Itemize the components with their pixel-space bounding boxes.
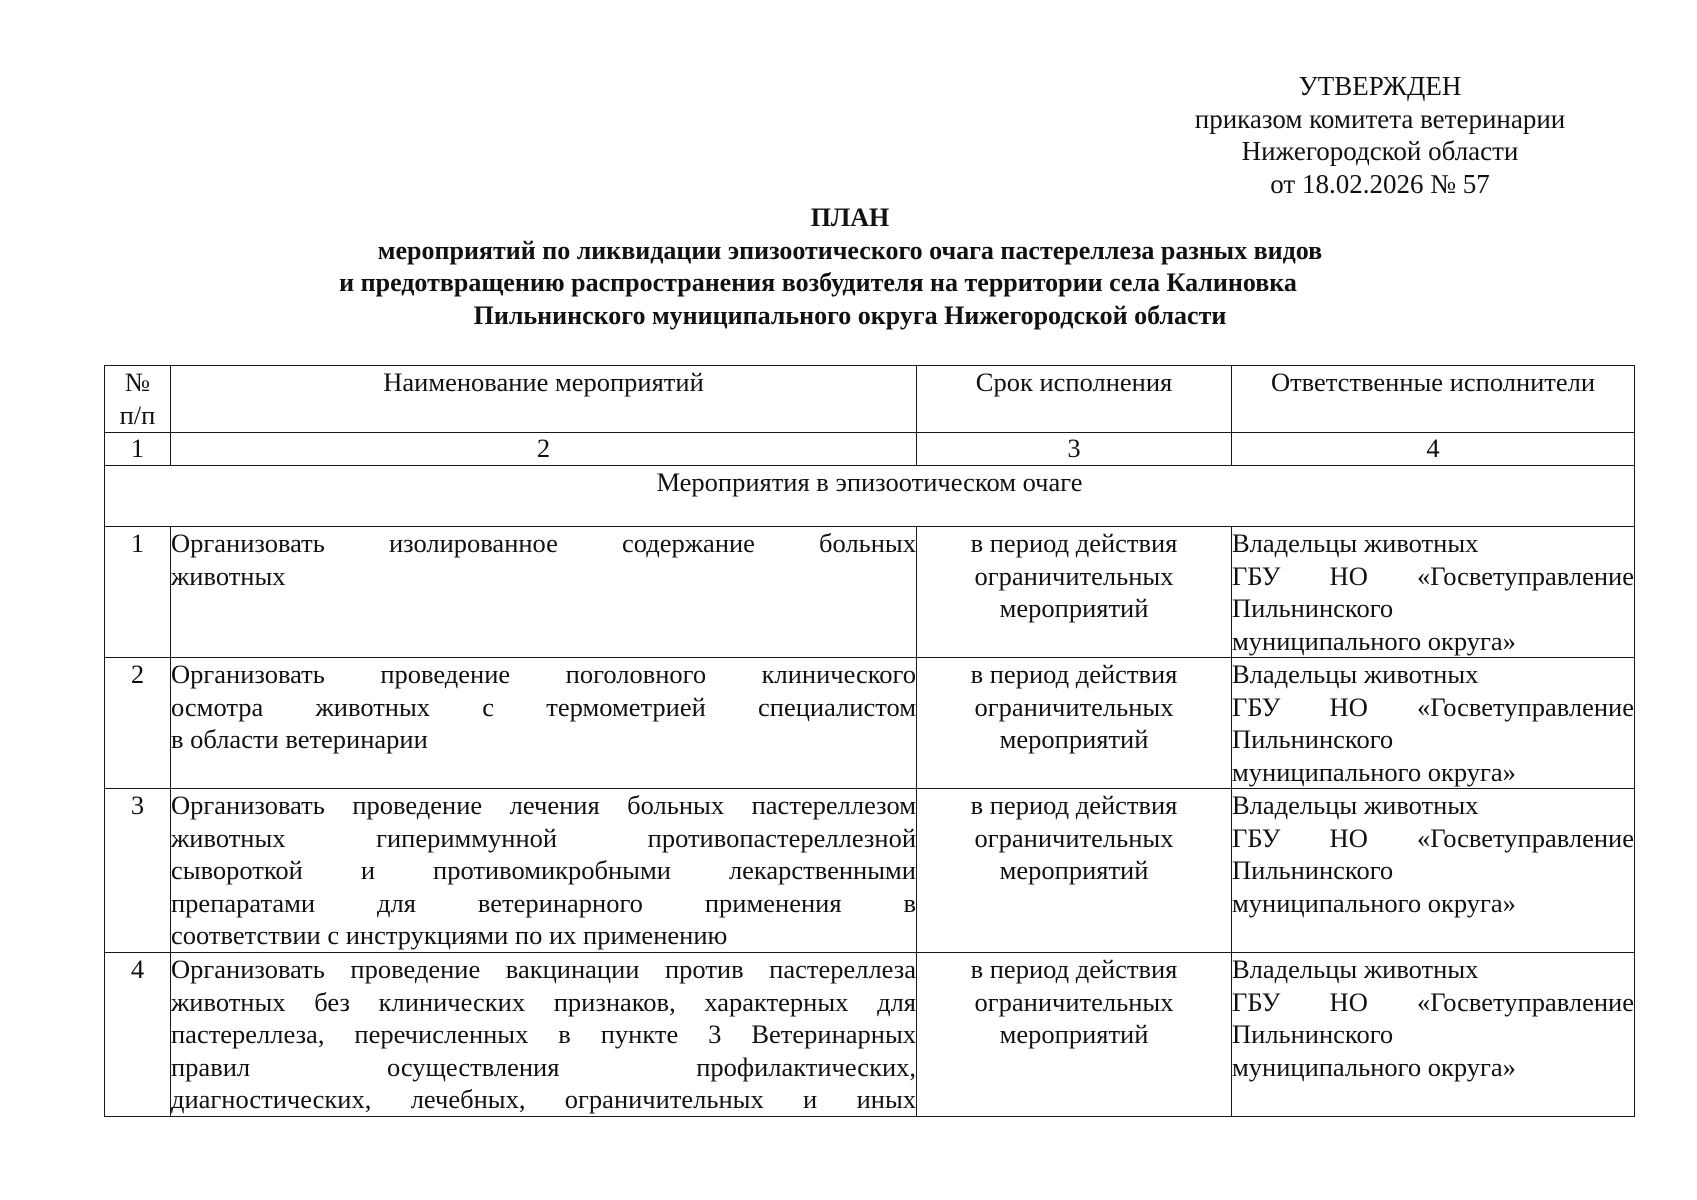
deadline-line: ограничительных <box>974 822 1174 853</box>
approval-line-order: приказом комитета ветеринарии <box>1194 103 1566 134</box>
table-row <box>105 658 1635 789</box>
row-description <box>171 953 917 1117</box>
desc-line: соответствии с инструкциями по их применению <box>171 920 728 950</box>
responsible-line: муниципального округа» <box>1232 887 1516 918</box>
deadline-line: мероприятий <box>999 724 1149 754</box>
responsible-line: Владельцы животных <box>1232 954 1479 984</box>
table-row <box>105 527 1635 658</box>
approval-line-date: от 18.02.2026 № 57 <box>1270 168 1490 199</box>
responsible-line: ГБУ НО «Госветуправление <box>1232 822 1634 853</box>
deadline-line: ограничительных <box>974 986 1174 1017</box>
desc-line: диагностических, лечебных, ограничительных и иных <box>171 1084 916 1114</box>
plan-subtitle-line-3: Пильнинского муниципального округа Нижегородской области <box>473 300 1227 330</box>
responsible-line: Пильнинского <box>1232 855 1394 885</box>
deadline-line: в период действия <box>970 790 1178 820</box>
responsible-line: Владельцы животных <box>1232 790 1479 820</box>
responsible-line: муниципального округа» <box>1232 625 1516 656</box>
column-number-3: 3 <box>917 433 1232 466</box>
desc-line: сывороткой и противомикробными лекарственными <box>171 855 916 885</box>
column-number-2: 2 <box>171 433 917 466</box>
row-description <box>171 527 917 658</box>
row-deadline <box>917 789 1232 953</box>
responsible-line: Владельцы животных <box>1232 528 1479 558</box>
responsible-line: Пильнинского <box>1232 724 1394 754</box>
header-deadline: Срок исполнения <box>917 366 1232 433</box>
plan-heading: ПЛАН <box>810 203 890 232</box>
responsible-line: Владельцы животных <box>1232 659 1479 689</box>
responsible-line: Пильнинского <box>1232 593 1394 623</box>
approval-line-approved: УТВЕРЖДЕН <box>1298 71 1462 101</box>
header-number <box>105 366 171 433</box>
approval-stamp <box>1160 70 1600 200</box>
desc-line: осмотра животных с термометрией специалистом <box>171 691 916 722</box>
deadline-line: мероприятий <box>999 1019 1149 1049</box>
desc-line: животных гипериммунной противопастереллезной <box>171 822 916 853</box>
row-number: 2 <box>105 658 171 789</box>
responsible-line: муниципального округа» <box>1232 756 1516 787</box>
responsible-line: Пильнинского <box>1232 1019 1394 1049</box>
desc-line: животных без клинических признаков, характерных для <box>171 986 916 1017</box>
header-number-sign: № <box>124 367 151 397</box>
row-description <box>171 658 917 789</box>
row-deadline <box>917 953 1232 1117</box>
row-responsible <box>1232 658 1635 789</box>
row-deadline <box>917 527 1232 658</box>
deadline-line: мероприятий <box>999 855 1149 885</box>
row-number: 3 <box>105 789 171 953</box>
responsible-line: ГБУ НО «Госветуправление <box>1232 560 1634 591</box>
row-description <box>171 789 917 953</box>
table-header-row <box>105 366 1635 433</box>
desc-line: животных <box>171 560 286 591</box>
row-deadline <box>917 658 1232 789</box>
approval-line-region: Нижегородской области <box>1241 136 1519 166</box>
plan-subtitle-line-2: и предотвращению распространения возбудителя на территории села Калиновка <box>339 268 1297 297</box>
row-responsible <box>1232 953 1635 1117</box>
desc-line: правил осуществления профилактических, <box>171 1051 916 1082</box>
deadline-line: мероприятий <box>999 593 1149 623</box>
section-row <box>105 466 1635 527</box>
desc-line: Организовать проведение вакцинации против пастереллеза <box>171 954 916 984</box>
row-responsible <box>1232 789 1635 953</box>
column-number-row <box>105 433 1635 466</box>
desc-line: пастереллеза, перечисленных в пункте 3 Ветеринарных <box>171 1019 916 1049</box>
responsible-line: ГБУ НО «Госветуправление <box>1232 986 1634 1017</box>
header-name: Наименование мероприятий <box>171 366 917 433</box>
plan-subtitle-line-1: мероприятий по ликвидации эпизоотического очага пастереллеза разных видов <box>377 235 1323 265</box>
desc-line: в области ветеринарии <box>171 724 428 754</box>
row-number: 4 <box>105 953 171 1117</box>
table-row <box>105 953 1635 1117</box>
responsible-line: муниципального округа» <box>1232 1051 1516 1082</box>
header-responsible: Ответственные исполнители <box>1232 366 1635 433</box>
responsible-line: ГБУ НО «Госветуправление <box>1232 691 1634 722</box>
row-number: 1 <box>105 527 171 658</box>
deadline-line: ограничительных <box>974 560 1174 591</box>
section-title: Мероприятия в эпизоотическом очаге <box>105 466 1635 527</box>
plan-table <box>104 365 1635 1117</box>
deadline-line: в период действия <box>970 954 1178 984</box>
column-number-1: 1 <box>105 433 171 466</box>
row-responsible <box>1232 527 1635 658</box>
desc-line: Организовать изолированное содержание больных <box>171 528 916 558</box>
table-row <box>105 789 1635 953</box>
deadline-line: в период действия <box>970 528 1178 558</box>
column-number-4: 4 <box>1232 433 1635 466</box>
deadline-line: ограничительных <box>974 691 1174 722</box>
desc-line: Организовать проведение лечения больных пастереллезом <box>171 790 916 820</box>
desc-line: Организовать проведение поголовного клинического <box>171 659 916 689</box>
header-number-pp: п/п <box>119 399 156 430</box>
plan-title <box>250 202 1450 332</box>
desc-line: препаратами для ветеринарного применения в <box>171 887 916 918</box>
deadline-line: в период действия <box>970 659 1178 689</box>
